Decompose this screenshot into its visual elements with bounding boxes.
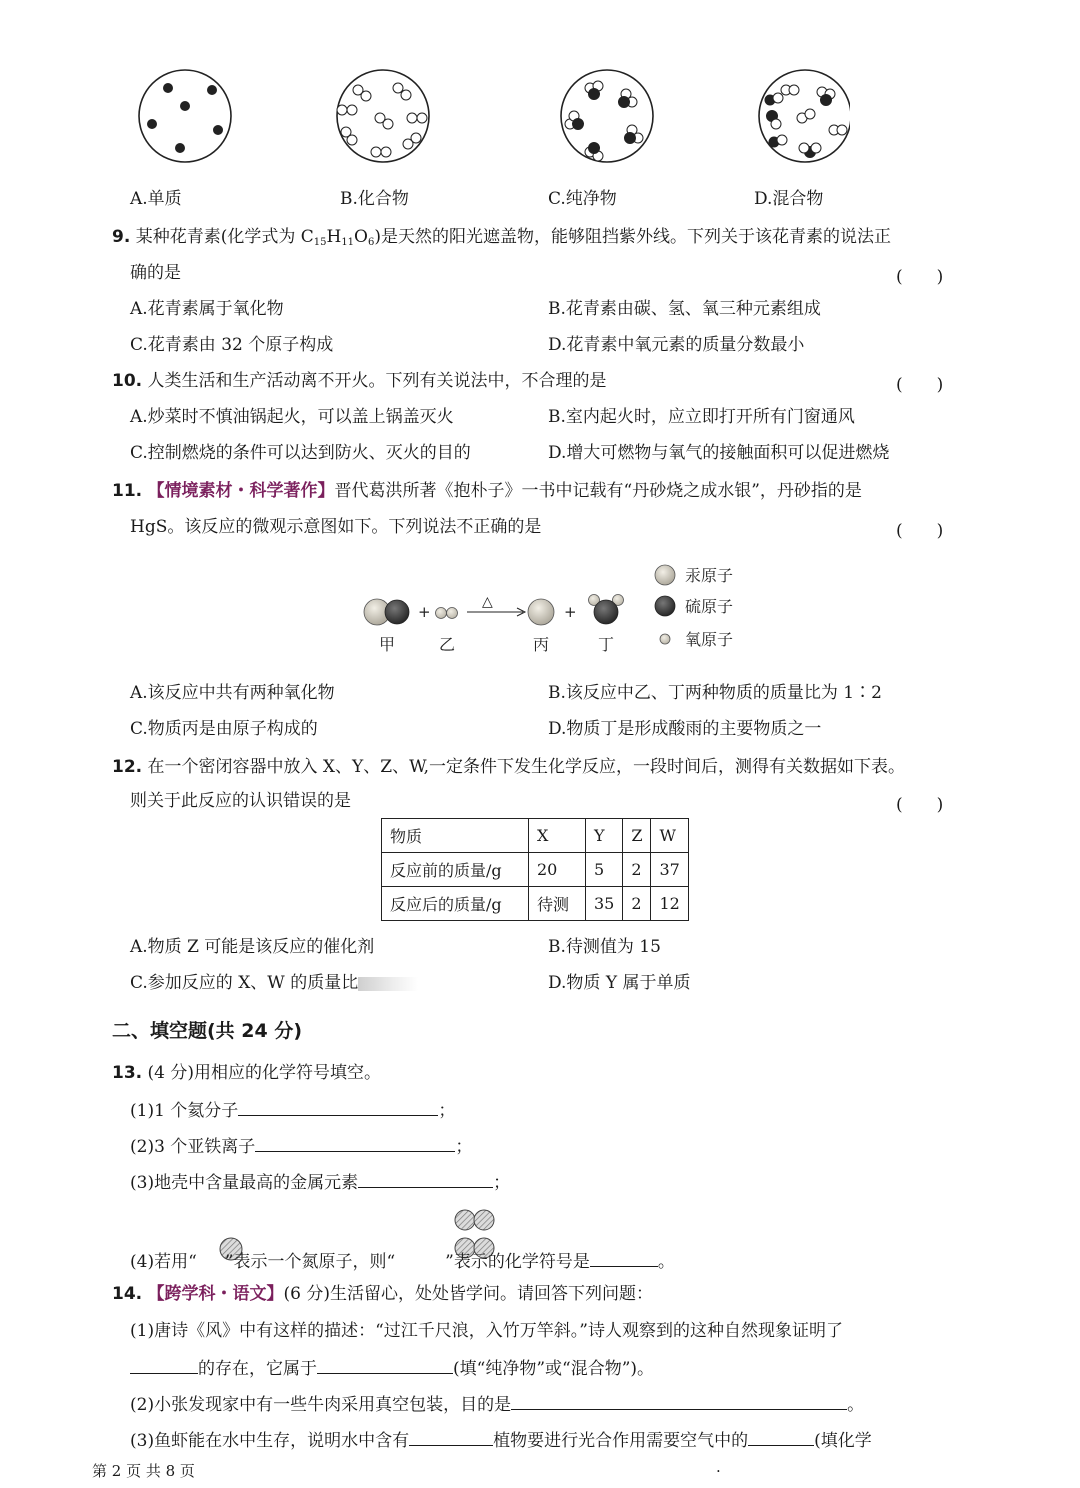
q12-stem-line2: 则关于此反应的认识错误的是 [130,791,351,811]
q11-number: 11. [112,481,143,501]
answer-blank[interactable] [358,1170,493,1188]
q11-stem: 11. 【情境素材・科学著作】晋代葛洪所著《抱朴子》一书中记载有“丹砂烧之成水银”，丹砂指的是 [112,481,862,501]
molecule-jia-hgs [364,599,409,625]
q12-option-d: D.物质 Y 属于单质 [548,973,691,993]
q14-part2: (2)小张发现家中有一些牛肉采用真空包装，目的是 。 [130,1392,864,1416]
q9-option-b: B.花青素由碳、氢、氧三种元素组成 [548,299,821,319]
q12-data-table [381,818,689,921]
q9-option-c: C.花青素由 32 个原子构成 [130,335,334,355]
q14-part1-line2: 的存在，它属于 (填“纯净物”或“混合物”)。 [130,1356,654,1380]
q12-option-a: A.物质 Z 可能是该反应的催化剂 [130,937,375,957]
label-bing: 丙 [533,635,550,654]
q13-item1: (1)1 个氦分子 ； [130,1098,455,1122]
answer-blank[interactable] [748,1428,814,1446]
q9-option-d: D.花青素中氧元素的质量分数最小 [548,335,805,355]
q8-option-d: D.混合物 [754,189,824,209]
q14-tag: 【跨学科・语文】 [147,1284,284,1304]
q14-part1: (1)唐诗《风》中有这样的描述：“过江千尺浪，入竹万竿斜。”诗人观察到的这种自然现象证明了 [130,1321,843,1341]
footer-dot: . [716,1458,721,1476]
legend-s: 硫原子 [685,597,734,616]
table-row: 反应前的质量/g 20 5 2 37 [382,853,689,887]
q11-answer-bracket[interactable]: ( ) [896,521,944,541]
legend [655,565,733,649]
label-ding: 丁 [598,635,615,654]
label-jia: 甲 [379,635,396,654]
q10-option-d: D.增大可燃物与氧气的接触面积可以促进燃烧 [548,443,890,463]
answer-blank[interactable] [409,1428,493,1446]
q8-option-a: A.单质 [130,189,182,209]
answer-blank[interactable] [317,1356,453,1374]
q11-option-a: A.该反应中共有两种氧化物 [130,683,335,703]
q11-option-b: B.该反应中乙、丁两种物质的质量比为 1∶2 [548,683,882,703]
label-yi: 乙 [439,635,456,654]
answer-blank[interactable] [130,1356,198,1374]
q8-option-c: C.纯净物 [548,189,617,209]
q12-answer-bracket[interactable]: ( ) [896,795,944,815]
svg-text:+: + [418,603,431,621]
q10-option-b: B.室内起火时，应立即打开所有门窗通风 [548,407,855,427]
q10-option-a: A.炒菜时不慎油锅起火，可以盖上锅盖灭火 [130,407,454,427]
q9-stem: 9. 某种花青素(化学式为 $C_{15}H_{11}O_6$)是天然的阳光遮盖物，能够阻挡紫外线。下列关于该花青素的说法正 [112,227,891,248]
table-header-row: 物质 X Y Z W [382,819,689,853]
molecule-bing-hg [528,599,554,625]
q13-stem: 13. (4 分)用相应的化学符号填空。 [112,1063,382,1083]
q11-option-d: D.物质丁是形成酸雨的主要物质之一 [548,719,822,739]
legend-hg: 汞原子 [685,566,734,585]
svg-text:+: + [564,603,577,621]
q10-number: 10. [112,371,143,391]
smudge [358,977,418,991]
table-row: 反应后的质量/g 待测 35 2 12 [382,887,689,921]
molecule-yi-o2 [436,608,458,619]
legend-o: 氧原子 [685,630,734,649]
answer-blank[interactable] [590,1249,658,1267]
q12-option-c: C.参加反应的 X、W 的质量比 [130,972,418,994]
q13-number: 13. [112,1063,143,1083]
q10-option-c: C.控制燃烧的条件可以达到防火、灭火的目的 [130,443,471,463]
diagram-c-pure-substance [561,70,653,162]
q14-part3: (3)鱼虾能在水中生存，说明水中含有 植物要进行光合作用需要空气中的 (填化学 [130,1428,872,1452]
q11-tag: 【情境素材・科学著作】 [147,481,335,501]
q8-option-b: B.化合物 [340,189,409,209]
q10-answer-bracket[interactable]: ( ) [896,375,944,395]
diagram-a-elemental [139,70,231,162]
q9-stem-line2: 确的是 [130,263,181,283]
reaction-arrow [467,594,525,616]
section-heading-fill-in: 二、填空题(共 24 分) [112,1020,303,1042]
answer-blank[interactable] [511,1392,847,1410]
diagram-d-mixture [759,70,850,162]
q12-stem: 12. 在一个密闭容器中放入 X、Y、Z、W,一定条件下发生化学反应，一段时间后，测得有关数据如下表。 [112,757,905,777]
q13-item3: (3)地壳中含量最高的金属元素 ； [130,1170,510,1194]
answer-blank[interactable] [255,1134,455,1152]
q14-number: 14. [112,1284,143,1304]
heat-condition: △ [482,594,493,610]
q11-stem-line2: HgS。该反应的微观示意图如下。下列说法不正确的是 [130,517,542,537]
q13-item2: (2)3 个亚铁离子 ； [130,1134,472,1158]
diagram-b-compound [337,70,429,162]
q8-particle-diagrams [130,68,850,178]
q14-stem: 14. 【跨学科・语文】(6 分)生活留心，处处皆学问。请回答下列问题： [112,1284,654,1304]
q10-stem: 10. 人类生活和生产活动离不开火。下列有关说法中，不合理的是 [112,371,607,391]
q12-number: 12. [112,757,143,777]
q11-reaction-diagram [355,560,775,660]
q9-number: 9. [112,227,131,247]
page-footer: 第 2 页 共 8 页 [92,1462,195,1480]
answer-blank[interactable] [238,1098,438,1116]
q9-option-a: A.花青素属于氧化物 [130,299,284,319]
q11-option-c: C.物质丙是由原子构成的 [130,719,318,739]
q9-answer-bracket[interactable]: ( ) [896,267,944,287]
q12-option-b: B.待测值为 15 [548,937,661,957]
molecule-ding-so2 [589,595,624,625]
q13-item4: (4)若用“ ”表示一个氮原子，则“ ”表示的化学符号是 。 [130,1249,675,1273]
